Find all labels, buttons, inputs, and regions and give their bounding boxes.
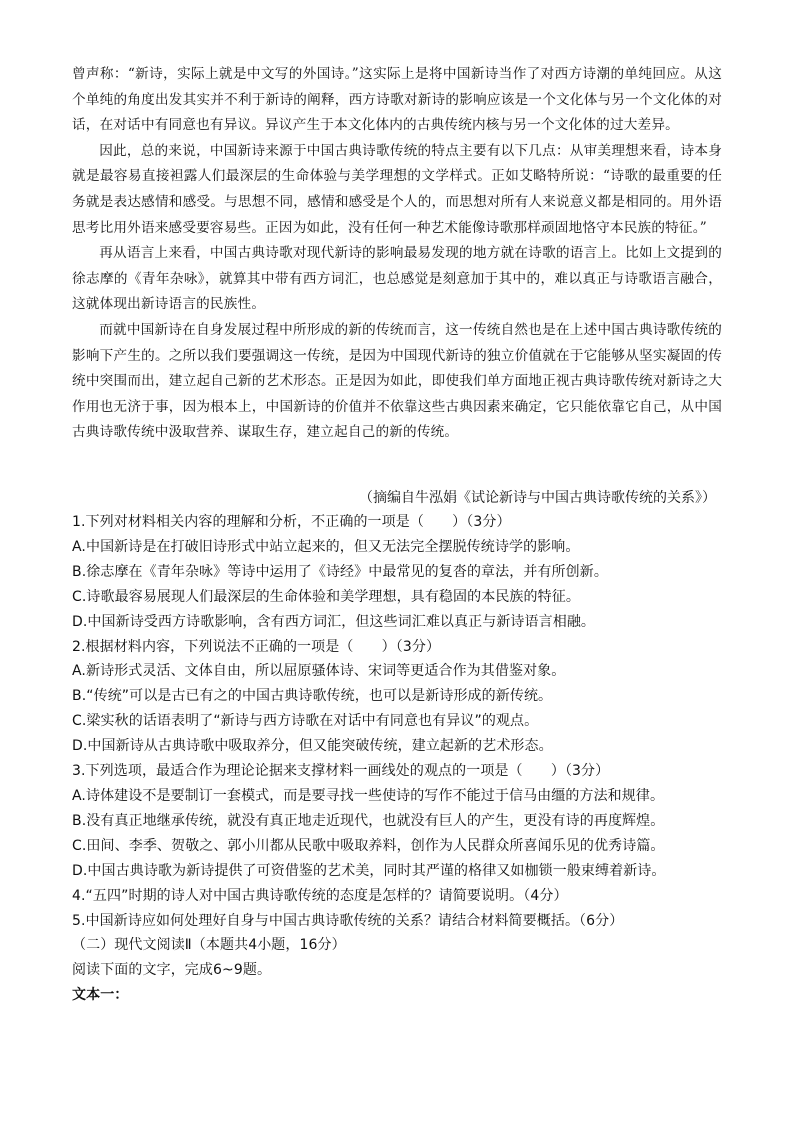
- question-2-option-d: D.中国新诗从古典诗歌中吸取养分，但又能突破传统，建立起新的艺术形态。: [72, 738, 553, 755]
- question-1-option-d: D.中国新诗受西方诗歌影响，含有西方词汇，但这些词汇难以真正与新诗语言相融。: [72, 613, 596, 630]
- text-one-label: 文本一：: [72, 987, 129, 1004]
- question-1-option-b: B.徐志摩在《青年杂咏》等诗中运用了《诗经》中最常见的复沓的章法，并有所创新。: [72, 563, 608, 580]
- question-3-stem: 3.下列选项，最适合作为理论论据来支撑材料一画线处的观点的一项是（ ）（3分）: [72, 763, 610, 780]
- section-heading: （二）现代文阅读Ⅱ（本题共4小题，16分）: [72, 937, 346, 954]
- question-1-option-a: A.中国新诗是在打破旧诗形式中站立起来的，但又无法完全摆脱传统诗学的影响。: [72, 538, 580, 555]
- question-4: 4.“五四”时期的诗人对中国古典诗歌传统的态度是怎样的？请简要说明。（4分）: [72, 887, 568, 904]
- question-3-option-b: B.没有真正地继承传统，就没有真正地走近现代，也就没有巨人的产生，更没有诗的再度辉煌。: [72, 812, 665, 829]
- passage-paragraph: 曾声称：“新诗，实际上就是中文写的外国诗。”这实际上是将中国新诗当作了对西方诗潮的单纯回应。从这个单纯的角度出发其实并不利于新诗的阐释，西方诗歌对新诗的影响应该是一个文化体与另一个文化体的对话，在对话中有同意也有异议。异议产生于本文化体内的古典传统内核与另一个文化体的过大差异。: [72, 66, 722, 134]
- passage-paragraph: 而就中国新诗在自身发展过程中所形成的新的传统而言，这一传统自然也是在上述中国古典诗歌传统的影响下产生的。之所以我们要强调这一传统，是因为中国现代新诗的独立价值就在于它能够从坚实凝固的传统中突围而出，建立起自己新的艺术形态。正是因为如此，即使我们单方面地正视古典诗歌传统对新诗之大作用也无济于事，因为根本上，中国新诗的价值并不依靠这些古典因素来确定，它只能依靠它自己，从中国古典诗歌传统中汲取营养、谋取生存，建立起自己的新的传统。: [72, 321, 722, 441]
- question-1-stem: 1.下列对材料相关内容的理解和分析，不正确的一项是（ ）（3分）: [72, 514, 511, 530]
- question-1-option-c: C.诗歌最容易展现人们最深层的生命体验和美学理想，具有稳固的本民族的特征。: [72, 588, 580, 605]
- question-2-option-a: A.新诗形式灵活、文体自由，所以屈原骚体诗、宋词等更适合作为其借鉴对象。: [72, 663, 566, 680]
- passage-text: [72, 62, 722, 446]
- questions-section: [72, 510, 732, 1008]
- reading-instruction: 阅读下面的文字，完成6~9题。: [72, 962, 272, 979]
- question-2-option-c: C.梁实秋的话语表明了“新诗与西方诗歌在对话中有同意也有异议”的观点。: [72, 713, 539, 730]
- question-2-option-b: B.“传统”可以是古已有之的中国古典诗歌传统，也可以是新诗形成的新传统。: [72, 688, 553, 705]
- source-citation: （摘编自牛泓娟《试论新诗与中国古典诗歌传统的关系》）: [359, 490, 716, 506]
- question-2-stem: 2.根据材料内容，下列说法不正确的一项是（ ）（3分）: [72, 638, 441, 655]
- question-3-option-c: C.田间、李季、贺敬之、郭小川都从民歌中吸取养料，创作为人民群众所喜闻乐见的优秀诗篇。: [72, 837, 665, 854]
- passage-paragraph: 再从语言上来看，中国古典诗歌对现代新诗的影响最易发现的地方就在诗歌的语言上。比如上文提到的徐志摩的《青年杂咏》，就算其中带有西方词汇，也总感觉是刻意加于其中的，难以真正与诗歌语言融合，这就体现出新诗语言的民族性。: [72, 245, 722, 313]
- question-3-option-d: D.中国古典诗歌为新诗提供了可资借鉴的艺术美，同时其严谨的格律又如枷锁一般束缚着新诗。: [72, 862, 666, 879]
- passage-paragraph: 因此，总的来说，中国新诗来源于中国古典诗歌传统的特点主要有以下几点：从审美理想来看，诗本身就是最容易直接袒露人们最深层的生命体验与美学理想的文学样式。正如艾略特所说：“诗歌的最重要的任务就是表达感情和感受。与思想不同，感情和感受是个人的，而思想对所有人来说意义都是相同的。用外语思考比用外语来感受要容易些。正因为如此，没有任何一种艺术能像诗歌那样顽固地恪守本民族的特征。”: [72, 142, 722, 236]
- question-5: 5.中国新诗应如何处理好自身与中国古典诗歌传统的关系？请结合材料简要概括。（6分）: [72, 912, 624, 929]
- question-3-option-a: A.诗体建设不是要制订一套模式，而是要寻找一些使诗的写作不能过于信马由缰的方法和规律。: [72, 787, 665, 804]
